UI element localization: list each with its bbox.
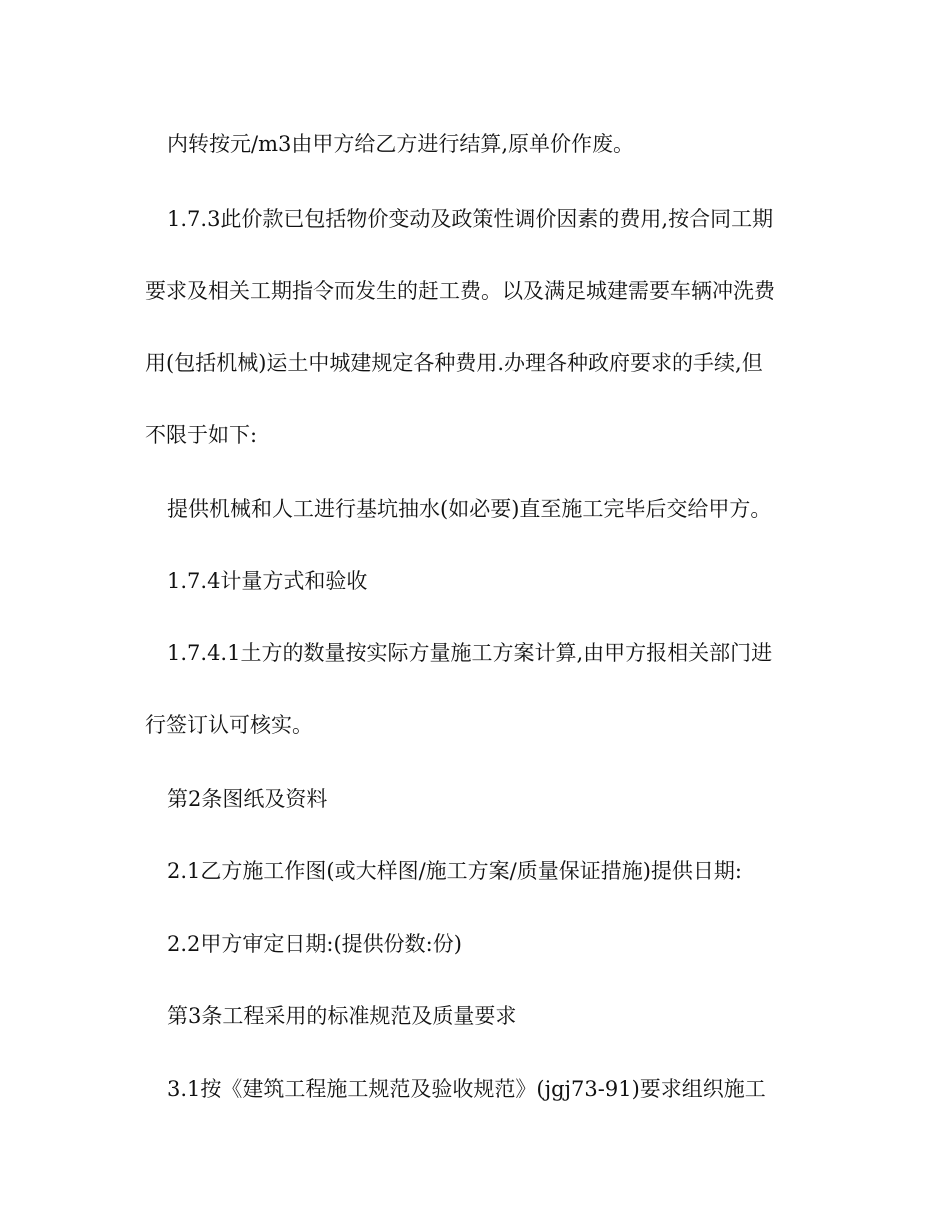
paragraph-line-11: 2.1乙方施工作图(或大样图/施工方案/质量保证措施)提供日期: xyxy=(167,859,743,883)
paragraph-line-4: 用(包括机械)运土中城建规定各种费用.办理各种政府要求的手续,但 xyxy=(145,351,763,375)
article-heading-3: 第3条工程采用的标准规范及质量要求 xyxy=(167,1004,517,1028)
paragraph-line-3: 要求及相关工期指令而发生的赶工费。以及满足城建需要车辆冲洗费 xyxy=(145,279,775,303)
paragraph-line-14: 3.1按《建筑工程施工规范及验收规范》(jgj73-91)要求组织施工 xyxy=(167,1077,766,1101)
article-heading-2: 第2条图纸及资料 xyxy=(167,787,328,811)
paragraph-line-1: 内转按元/m3由甲方给乙方进行结算,原单价作废。 xyxy=(167,132,635,156)
paragraph-line-2: 1.7.3此价款已包括物价变动及政策性调价因素的费用,按合同工期 xyxy=(167,207,774,231)
paragraph-line-8: 1.7.4.1土方的数量按实际方量施工方案计算,由甲方报相关部门进 xyxy=(167,641,773,665)
paragraph-line-6: 提供机械和人工进行基坑抽水(如必要)直至施工完毕后交给甲方。 xyxy=(167,497,772,521)
section-heading-1-7-4: 1.7.4计量方式和验收 xyxy=(167,569,368,593)
paragraph-line-12: 2.2甲方审定日期:(提供份数:份) xyxy=(167,932,462,956)
paragraph-line-9: 行签订认可核实。 xyxy=(145,713,313,737)
paragraph-line-5: 不限于如下: xyxy=(145,423,258,447)
